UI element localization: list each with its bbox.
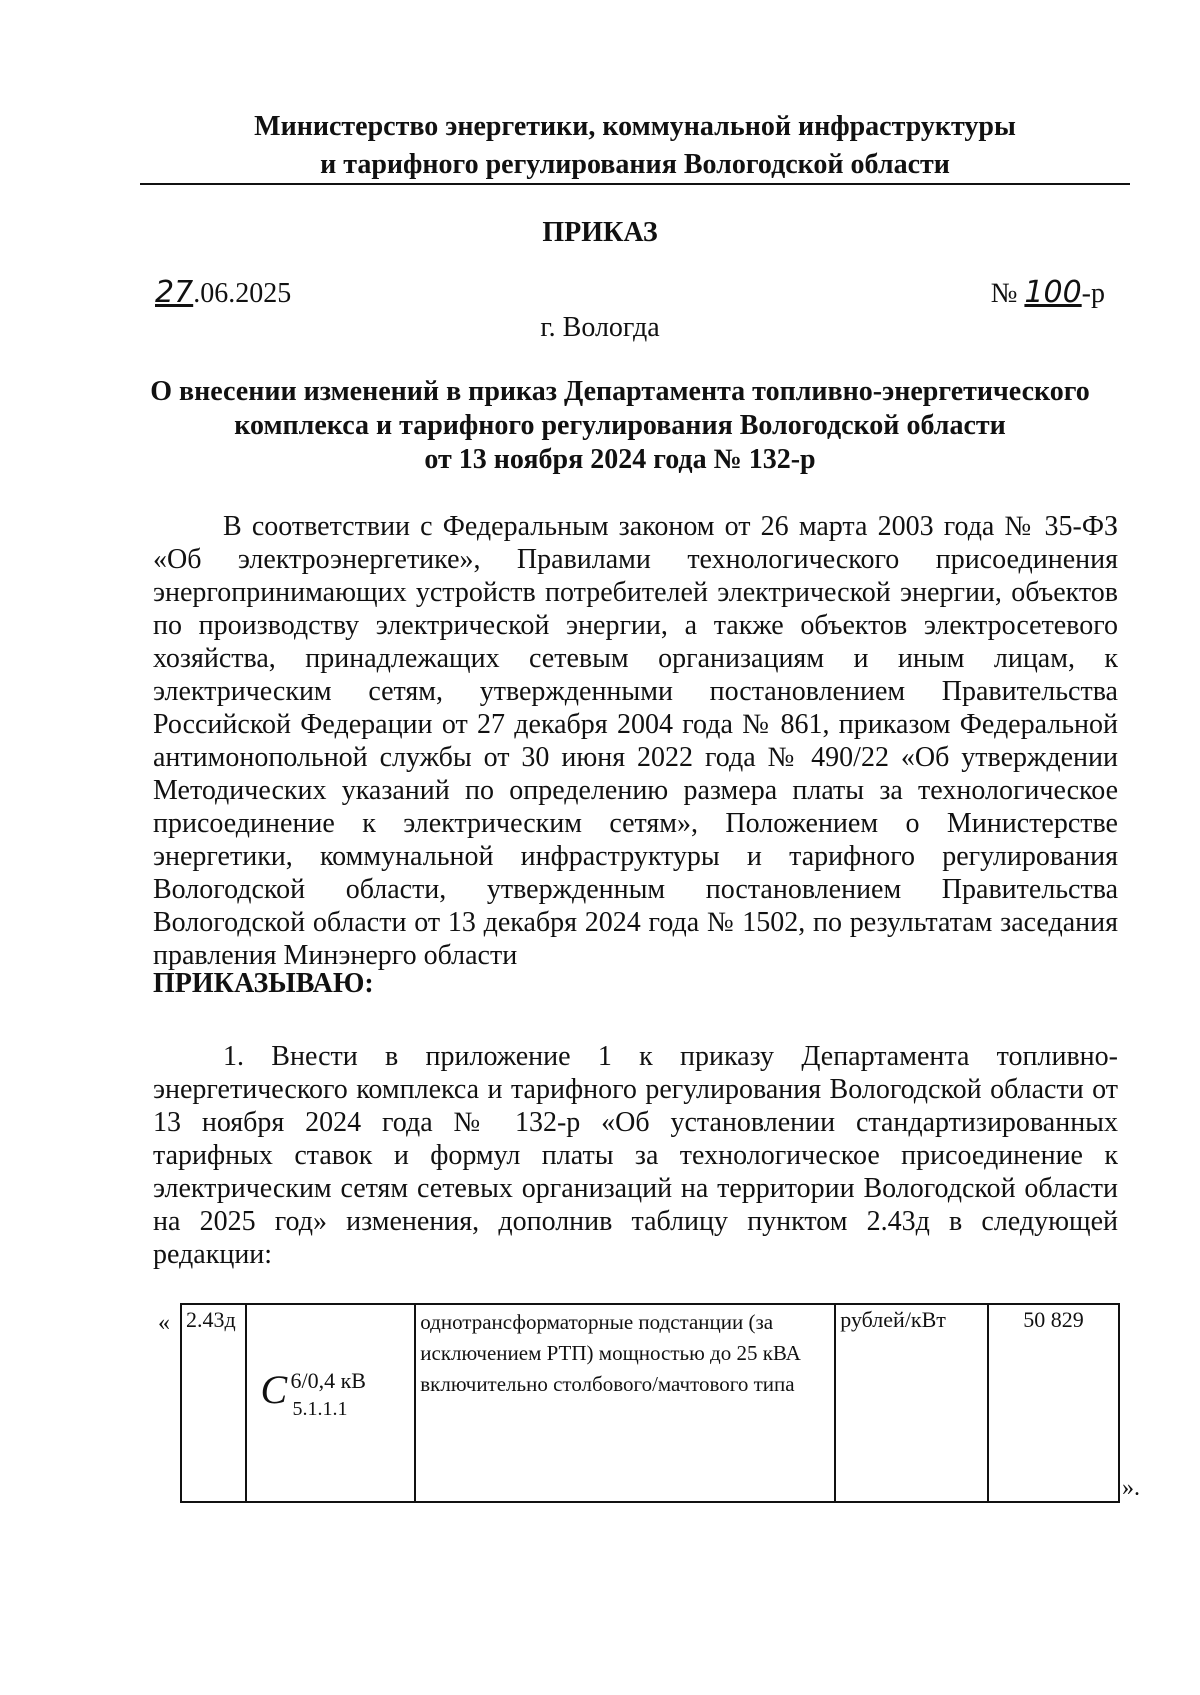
tariff-formula	[261, 1358, 411, 1428]
order-title: ПРИКАЗ	[542, 217, 658, 248]
subject-line-1: О внесении изменений в приказ Департамента топливно-энергетического	[150, 376, 1090, 407]
formula-superscript: 6/0,4 кВ	[290, 1368, 366, 1393]
handwritten-number: 100	[1024, 275, 1082, 310]
formula-symbol: C	[260, 1367, 288, 1412]
order-number	[991, 275, 1105, 310]
order-date	[155, 275, 291, 310]
city: г. Вологда	[540, 312, 660, 343]
ministry-line-2: и тарифного регулирования Вологодской области	[320, 149, 950, 180]
date-rest: .06.2025	[193, 278, 292, 309]
open-quote: «	[158, 1310, 170, 1336]
subject-line-3: от 13 ноября 2024 года № 132-р	[424, 444, 816, 475]
close-quote: ».	[1122, 1475, 1140, 1501]
subject-line-2: комплекса и тарифного регулирования Вологодской области	[234, 410, 1006, 441]
unit-cell: рублей/кВт	[835, 1304, 988, 1502]
ministry-header	[140, 108, 1130, 184]
amendment-table	[180, 1303, 1120, 1503]
table-row	[181, 1304, 1119, 1502]
number-suffix: -р	[1081, 278, 1105, 309]
formula-subscript: 5.1.1.1	[292, 1398, 348, 1420]
description-cell: однотрансформаторные подстанции (за исключением РТП) мощностью до 25 кВА включительно столбового/мачтового типа	[415, 1304, 835, 1502]
decree-heading: ПРИКАЗЫВАЮ:	[153, 968, 374, 999]
preamble-paragraph: В соответствии с Федеральным законом от 26 марта 2003 года № 35-ФЗ «Об электроэнергетике», Правилами технологического присоединения энергопринимающих устройств потребителей электрической энергии, объектов по производству электрической энергии, а также объектов электросетевого хозяйства, принадлежащих сетевым организациям и иным лицам, к электрическим сетям, утвержденными постановлением Правительства Российской Федерации от 27 декабря 2004 года № 861, приказом Федеральной антимонопольной службы от 30 июня 2022 года № 490/22 «Об утверждении Методических указаний по определению размера платы за технологическое присоединение к электрическим сетям», Положением о Министерстве энергетики, коммунальной инфраструктуры и тарифного регулирования Вологодской области, утвержденным постановлением Правительства Вологодской области от 13 декабря 2024 года № 1502, по результатам заседания правления Минэнерго области	[153, 511, 1118, 971]
formula-cell	[246, 1304, 416, 1502]
item-1-paragraph: 1. Внести в приложение 1 к приказу Департамента топливно-энергетического комплекса и тарифного регулирования Вологодской области от 13 ноября 2024 года № 132-р «Об установлении стандартизированных тарифных ставок и формул платы за технологическое присоединение к электрическим сетям сетевых организаций на территории Вологодской области на 2025 год» изменения, дополнив таблицу пунктом 2.43д в следующей редакции:	[153, 1041, 1118, 1270]
value-cell: 50 829	[988, 1304, 1119, 1502]
item-number-cell: 2.43д	[181, 1304, 246, 1502]
number-prefix: №	[990, 278, 1025, 309]
handwritten-day: 27	[155, 275, 194, 310]
ministry-line-1: Министерство энергетики, коммунальной инфраструктуры	[254, 111, 1016, 142]
order-subject	[120, 375, 1120, 477]
header-divider	[140, 183, 1130, 185]
